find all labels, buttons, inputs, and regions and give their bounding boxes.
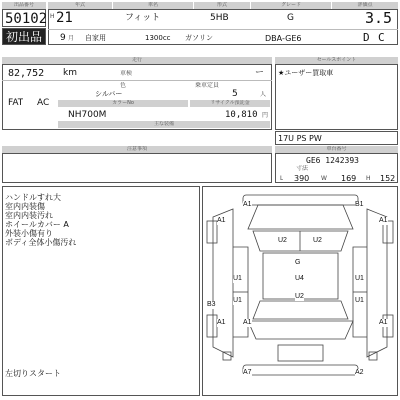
mileage: 82,752 (8, 68, 45, 79)
width: 169 (341, 174, 357, 183)
score: 3.5 (365, 10, 393, 27)
model-code: DBA-GE6 (265, 34, 302, 43)
note-line: 室内内装傷 (5, 202, 45, 211)
note-line: 外装小傷有り (5, 229, 53, 238)
color: シルバー (95, 90, 123, 98)
note-line: ホイールカバー A (5, 220, 69, 229)
air-conditioning: AC (37, 98, 50, 108)
grade-col-label: グレード (251, 2, 331, 9)
damage-mark: B1 (355, 201, 364, 208)
car-name-col-label: 車名 (113, 2, 193, 9)
damage-mark: A1 (243, 201, 252, 208)
footer-note: 左切りスタート (5, 369, 61, 378)
score-col-label: 評価点 (332, 2, 398, 9)
car-name: フィット (125, 13, 161, 23)
price-label: リサイクル預託金 (190, 100, 270, 107)
color-label: 色 (120, 82, 127, 89)
lot-number-box (2, 9, 46, 27)
lot-number: 50102 (5, 12, 48, 26)
door: ー (255, 68, 265, 78)
first-listing-badge (2, 28, 46, 45)
damage-mark: B3 (207, 301, 216, 308)
first-listing-text: 初出品 (6, 31, 43, 44)
damage-mark: U2 (295, 293, 304, 300)
height-label: H (366, 175, 371, 182)
length: 390 (294, 174, 310, 183)
seats-unit: 人 (260, 91, 267, 98)
equipment-label: 主な装備 (58, 121, 270, 128)
seats: 5 (232, 89, 238, 99)
note-line: ボディ全体小傷汚れ (5, 238, 77, 247)
recycle-fee: 10,810 (225, 110, 258, 120)
damage-mark: A1 (217, 319, 226, 326)
chassis-box (275, 153, 398, 183)
month: 9 (60, 33, 66, 43)
damage-mark: U1 (233, 297, 242, 304)
damage-mark: U2 (278, 237, 287, 244)
mileage-section-label: 走行 (2, 57, 272, 64)
displacement: 1300cc (145, 34, 171, 42)
length-label: L (280, 175, 284, 182)
damage-mark: U4 (295, 275, 304, 282)
chassis-label: 車台番号 (275, 146, 398, 153)
notes-box (2, 153, 272, 183)
damage-mark: A1 (217, 217, 226, 224)
lot-label: 出品番号 (2, 2, 46, 9)
damage-mark: A2 (355, 369, 364, 376)
options-box (275, 131, 398, 145)
damage-mark: A1 (379, 217, 388, 224)
fuel: ガソリン (185, 34, 213, 42)
body-col-label: 形式 (194, 2, 250, 9)
damage-mark: U2 (313, 237, 322, 244)
sales-point-label: セールスポイント (275, 57, 398, 64)
damage-mark: U1 (233, 275, 242, 282)
note-line: 室内内装汚れ (5, 211, 53, 220)
color-code: NH700M (68, 110, 107, 120)
note-line: ハンドルすれ大 (5, 193, 61, 202)
inspector-notes-box (2, 186, 200, 396)
damage-mark: A1 (243, 319, 252, 326)
sales-point-item: ★ユーザー買取車 (278, 69, 334, 77)
chassis-number: GE6 1242393 (306, 156, 359, 165)
year-col-label: 年式 (48, 2, 112, 9)
color-code-label: カラーNo (58, 100, 188, 107)
grade: G (287, 13, 294, 23)
damage-mark: A1 (379, 319, 388, 326)
usage: 自家用 (85, 34, 106, 42)
width-label: W (321, 175, 327, 182)
car-outline-diagram (203, 187, 397, 395)
damage-mark: G (295, 259, 301, 266)
damage-mark: U1 (355, 275, 364, 282)
sales-point-box (275, 64, 398, 130)
year: 21 (56, 10, 73, 26)
notes-label: 注意事項 (2, 146, 272, 153)
seats-label: 乗車定員 (195, 82, 220, 89)
recycle-fee-unit: 円 (262, 112, 269, 119)
exterior-score: C (378, 32, 385, 43)
size-label: 寸法 (296, 165, 309, 172)
options: 17U PS PW (278, 134, 322, 143)
body-type: 5HB (210, 13, 229, 23)
damage-mark: A7 (243, 369, 252, 376)
inspection-label: 車検 (120, 70, 133, 77)
damage-map-box (202, 186, 398, 396)
month-unit: 月 (68, 35, 75, 42)
damage-mark: U1 (355, 297, 364, 304)
transmission: FAT (8, 98, 24, 108)
height: 152 (380, 174, 396, 183)
mileage-unit: km (63, 68, 77, 78)
interior-score: D (363, 32, 370, 43)
year-prefix: H (50, 13, 55, 20)
